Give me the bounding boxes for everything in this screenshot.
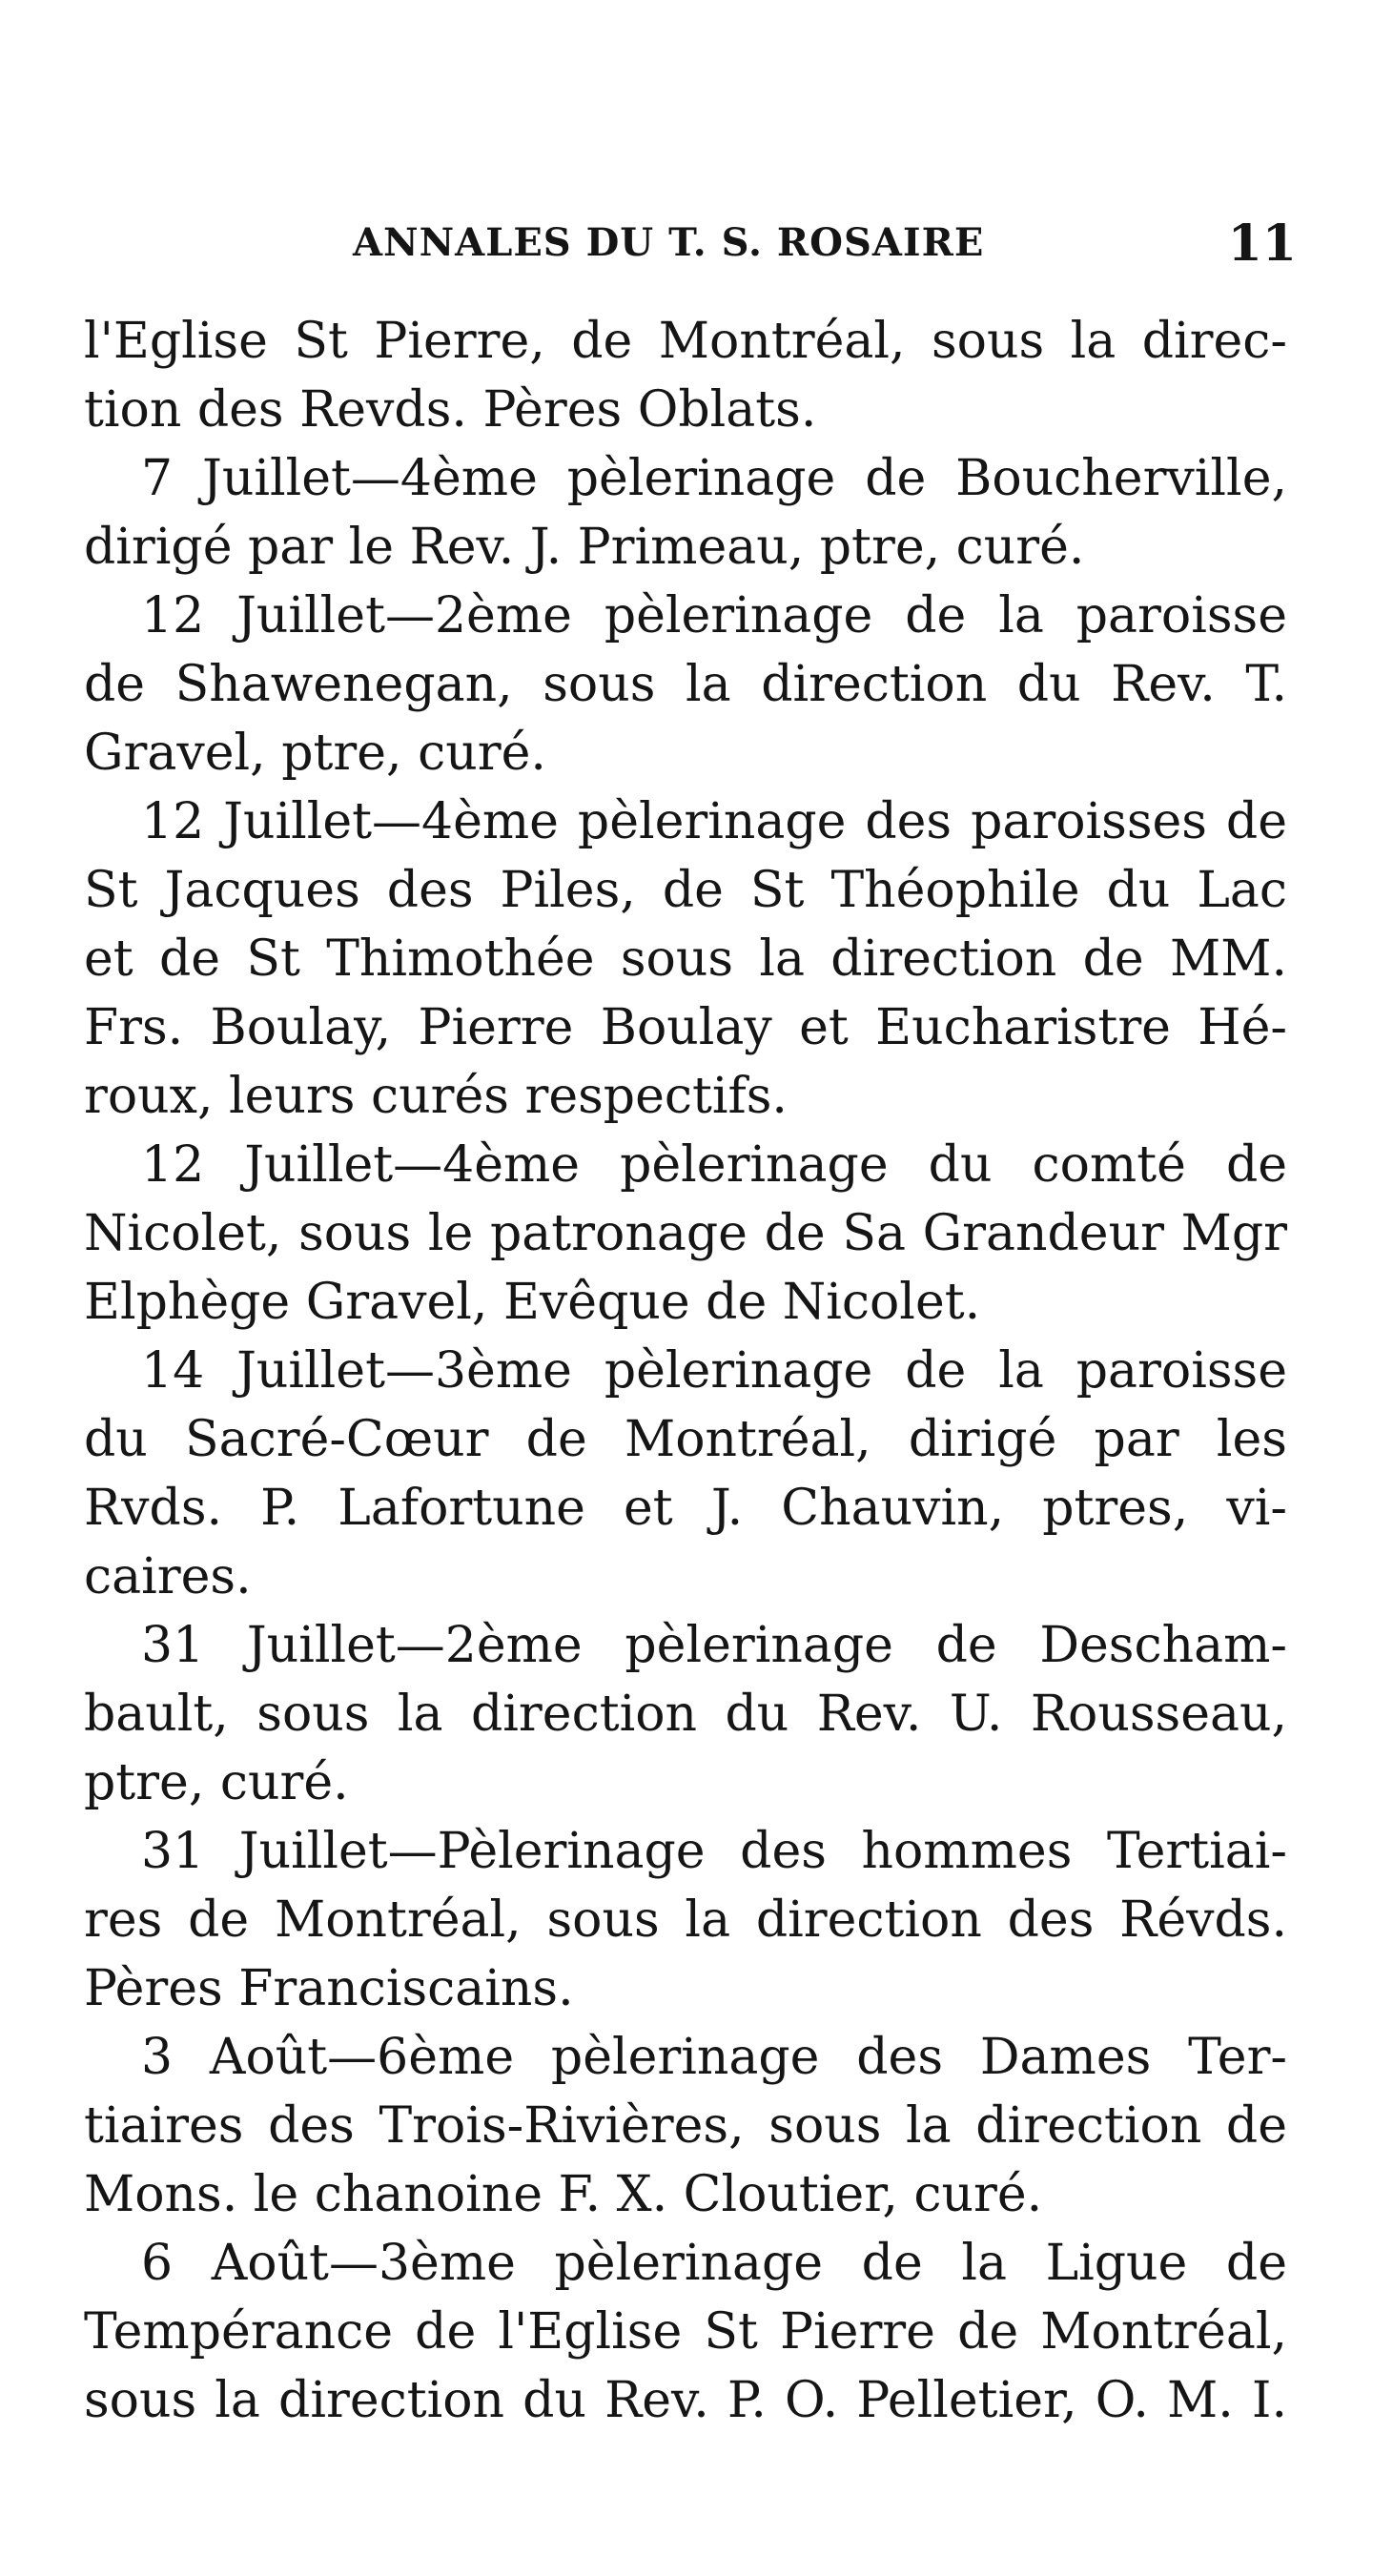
- text-line: res de Montréal, sous la direction des Révds.: [84, 1891, 1287, 1949]
- text-line: 7 Juillet—4ème pèlerinage de Boucherville,: [141, 450, 1287, 507]
- text-line: bault, sous la direction du Rev. U. Rousseau,: [84, 1686, 1287, 1743]
- text-line: et de St Thimothée sous la direction de MM.: [84, 930, 1287, 988]
- text-line: 12 Juillet—4ème pèlerinage du comté de: [141, 1136, 1287, 1194]
- body-text: [84, 307, 1287, 2435]
- text-line: 6 Août—3ème pèlerinage de la Ligue de: [141, 2235, 1287, 2292]
- text-line: Mons. le chanoine F. X. Cloutier, curé.: [84, 2166, 1043, 2223]
- text-line: du Sacré-Cœur de Montréal, dirigé par les: [84, 1411, 1287, 1468]
- text-line: St Jacques des Piles, de St Théophile du Lac: [84, 862, 1287, 919]
- text-line: 12 Juillet—2ème pèlerinage de la paroisse: [141, 587, 1287, 644]
- text-line: 3 Août—6ème pèlerinage des Dames Ter-: [141, 2029, 1287, 2086]
- text-line: Nicolet, sous le patronage de Sa Grandeur Mgr: [84, 1205, 1287, 1262]
- text-line: sous la direction du Rev. P. O. Pelletier, O. M. I.: [84, 2372, 1287, 2429]
- page-header: [353, 215, 1297, 281]
- text-line: tiaires des Trois-Rivières, sous la direction de: [84, 2097, 1287, 2155]
- text-line: Frs. Boulay, Pierre Boulay et Eucharistre Hé-: [84, 999, 1287, 1056]
- page-number: 11: [1227, 215, 1297, 273]
- text-line: roux, leurs curés respectifs.: [84, 1068, 788, 1125]
- text-line: ptre, curé.: [84, 1754, 349, 1811]
- text-line: Elphège Gravel, Evêque de Nicolet.: [84, 1274, 981, 1331]
- text-line: 14 Juillet—3ème pèlerinage de la paroisse: [141, 1342, 1287, 1400]
- text-line: 31 Juillet—Pèlerinage des hommes Tertiai-: [141, 1823, 1287, 1880]
- text-line: Rvds. P. Lafortune et J. Chauvin, ptres, vi-: [84, 1480, 1287, 1537]
- text-line: caires.: [84, 1548, 252, 1605]
- text-line: tion des Revds. Pères Oblats.: [84, 381, 817, 439]
- text-line: dirigé par le Rev. J. Primeau, ptre, curé.: [84, 519, 1085, 576]
- text-line: Tempérance de l'Eglise St Pierre de Montréal,: [84, 2303, 1287, 2361]
- text-line: 31 Juillet—2ème pèlerinage de Descham-: [141, 1617, 1287, 1674]
- text-line: de Shawenegan, sous la direction du Rev. T.: [84, 656, 1287, 713]
- text-line: Gravel, ptre, curé.: [84, 725, 546, 782]
- text-line: Pères Franciscains.: [84, 1960, 574, 2017]
- text-line: 12 Juillet—4ème pèlerinage des paroisses de: [141, 793, 1287, 850]
- text-line: l'Eglise St Pierre, de Montréal, sous la direc-: [84, 313, 1287, 370]
- running-head: ANNALES DU T. S. ROSAIRE: [353, 220, 985, 265]
